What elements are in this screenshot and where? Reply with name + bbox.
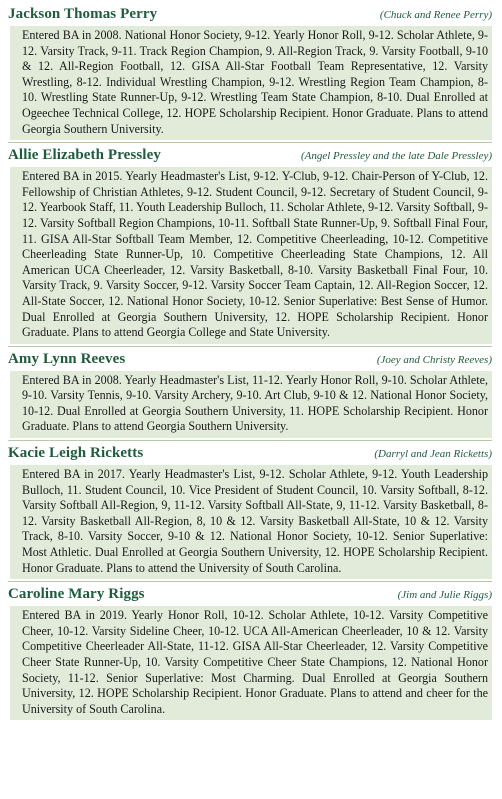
entry-header (8, 147, 492, 164)
senior-entry-perry (8, 6, 492, 140)
student-name: Kacie Leigh Ricketts (8, 445, 144, 462)
parents-names: (Darryl and Jean Ricketts) (374, 448, 492, 461)
parents-names: (Jim and Julie Riggs) (397, 589, 492, 602)
student-name: Amy Lynn Reeves (8, 350, 126, 367)
senior-entry-ricketts (8, 440, 492, 579)
senior-entry-pressley (8, 142, 492, 344)
entry-header (8, 586, 492, 603)
student-name: Caroline Mary Riggs (8, 586, 145, 603)
student-bio: Entered BA in 2008. National Honor Society, 9-12. Yearly Honor Roll, 9-12. Scholar Athlete, 9-12. Varsity Track, 9-11. Track Region Champion, 9. All-Region Track, 9. Varsity Football, 9-10 & 12. All-Region Football, 12. GISA All-Star Football Team Representative, 12. Varsity Wrestling, 8-12. Individual Wrestling Champion, 9-12. Wrestling Region Team Champion, 8-10. Wrestling State Runner-Up, 9-12. Wrestling Team State Champion, 8-10. Dual Enrolled at Ogeechee Technical College, 12. HOPE Scholarship Recipient. Honor Graduate. Plans to attend Georgia Southern University. (10, 26, 492, 140)
student-bio: Entered BA in 2008. Yearly Headmaster's List, 11-12. Yearly Honor Roll, 9-10. Scholar Athlete, 9-10. Varsity Tennis, 9-10. Varsity Archery, 9-10. Art Club, 9-10 & 12. National Honor Society, 10-12. Dual Enrolled at Georgia Southern University, 11. HOPE Scholarship Recipient. Honor Graduate. Plans to attend Georgia Southern University. (10, 371, 492, 438)
parents-names: (Joey and Christy Reeves) (376, 353, 492, 366)
senior-entry-reeves (8, 346, 492, 438)
student-bio: Entered BA in 2017. Yearly Headmaster's List, 9-12. Scholar Athlete, 9-12. Youth Leadership Bulloch, 11. Student Council, 10. Vice President of Student Council, 10. Varsity Softball, 8-12. Varsity Softball All-Region, 9, 11-12. Varsity Softball All-State, 9, 11-12. Varsity Basketball, 8-12. Varsity Basketball All-Region, 8, 10 & 12. Varsity Basketball All-State, 10 & 12. Varsity Track, 8-10. Varsity Soccer, 9-10 & 12. National Honor Society, 10-12. Senior Superlative: Most Athletic. Dual Enrolled at Georgia Southern University, 12. HOPE Scholarship Recipient. Honor Graduate. Plans to attend the University of South Carolina. (10, 465, 492, 579)
student-bio: Entered BA in 2015. Yearly Headmaster's List, 9-12. Y-Club, 9-12. Chair-Person of Y-Club, 12. Fellowship of Christian Athletes, 9-12. Student Council, 9-12. Secretary of Student Council, 9-12. Yearbook Staff, 11. Youth Leadership Bulloch, 11. Scholar Athlete, 9-12. Varsity Softball, 9-12. Varsity Softball Region Champions, 10-11. Softball State Runner-Up, 9. Softball Final Four, 11. GISA All-Star Softball Team Member, 12. Competitive Cheerleading, 10-12. Competitive Cheerleading State Runner-Up, 10. Competitive Cheerleading State Champions, 12. All American UCA Cheerleader, 12. Varsity Basketball, 8-10. Varsity Basketball Final Four, 10. Varsity Track, 9. Varsity Soccer, 9-12. Varsity Soccer Team Captain, 12. All-Region Soccer, 12. All-State Soccer, 12. National Honor Society, 10-12. Senior Superlative: Best Sense of Humor. Dual Enrolled at Georgia Southern University, 12. HOPE Scholarship Recipient. Honor Graduate. Plans to attend Georgia College and State University. (10, 167, 492, 344)
parents-names: (Chuck and Renee Perry) (379, 9, 492, 21)
parents-names: (Angel Pressley and the late Dale Pressley) (300, 150, 492, 163)
entry-header (8, 445, 492, 462)
entry-header (8, 6, 492, 23)
senior-entry-riggs (8, 581, 492, 720)
student-name: Allie Elizabeth Pressley (8, 147, 161, 164)
entry-header (8, 351, 492, 368)
student-name: Jackson Thomas Perry (8, 6, 158, 22)
student-bio: Entered BA in 2019. Yearly Honor Roll, 10-12. Scholar Athlete, 10-12. Varsity Competitive Cheer, 10-12. Varsity Sideline Cheer, 10-12. UCA All-American Cheerleader, 10 & 12. Varsity Competitive Cheerleader All-State, 11-12. GISA All-Star Cheerleader, 12. Varsity Competitive Cheer State Runner-Up, 10. Varsity Competitive Cheer State Champions, 12. National Honor Society, 11-12. Senior Superlative: Most Charming. Dual Enrolled at Georgia Southern University, 12. HOPE Scholarship Recipient. Honor Graduate. Plans to attend and cheer for the University of South Carolina. (10, 606, 492, 720)
